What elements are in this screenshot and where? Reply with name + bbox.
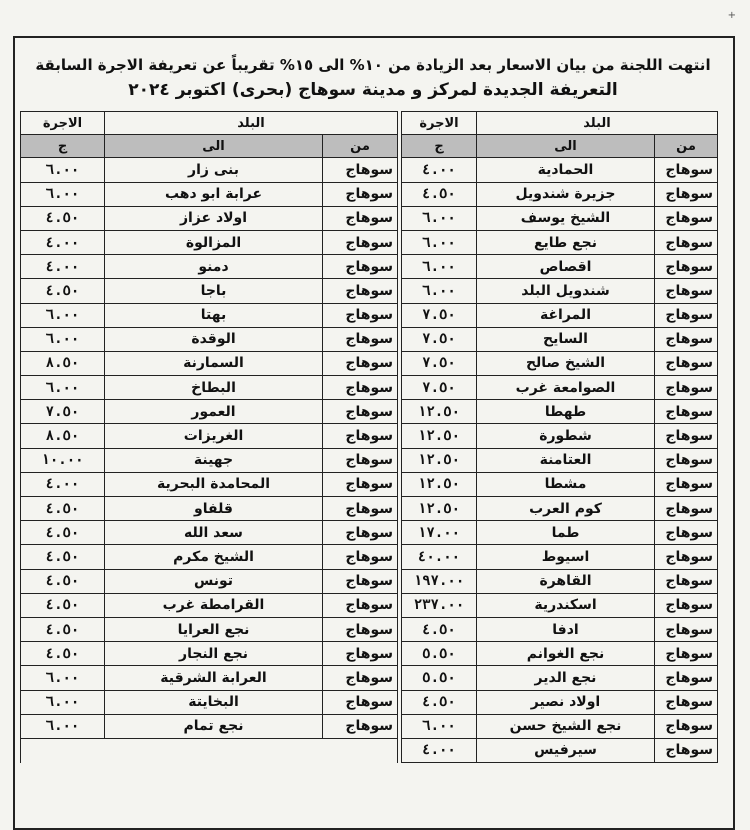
table-gap [398, 714, 402, 738]
destination-cell: قلفاو [105, 497, 323, 521]
currency-header-right: ج [402, 135, 477, 158]
table-gap [398, 521, 402, 545]
destination-cell: البخايتة [105, 690, 323, 714]
empty-cell [21, 738, 398, 762]
from-cell: سوهاج [323, 206, 398, 230]
fare-cell: ٤.٥٠ [402, 617, 477, 641]
table-row [21, 327, 718, 351]
destination-cell: اسيوط [477, 545, 655, 569]
header-row-town [21, 112, 718, 135]
table-row [21, 521, 718, 545]
destination-cell: عرابة ابو دهب [105, 182, 323, 206]
fare-cell: ٦.٠٠ [21, 376, 105, 400]
table-gap [398, 738, 402, 762]
table-gap [398, 158, 402, 182]
fare-cell: ٦.٠٠ [21, 182, 105, 206]
from-header-right: من [655, 135, 718, 158]
table-gap [398, 569, 402, 593]
table-gap [398, 472, 402, 496]
fare-cell: ١٢.٥٠ [402, 400, 477, 424]
from-cell: سوهاج [323, 714, 398, 738]
fare-cell: ١٢.٥٠ [402, 424, 477, 448]
destination-cell: الصوامعة غرب [477, 376, 655, 400]
destination-cell: جزيرة شندويل [477, 182, 655, 206]
table-row [21, 666, 718, 690]
fare-cell: ٤.٥٠ [21, 279, 105, 303]
destination-cell: دمنو [105, 255, 323, 279]
table-gap [398, 376, 402, 400]
destination-cell: القاهرة [477, 569, 655, 593]
table-row [21, 351, 718, 375]
destination-cell: باجا [105, 279, 323, 303]
from-cell: سوهاج [323, 182, 398, 206]
destination-cell: العرابة الشرقية [105, 666, 323, 690]
destination-cell: جهينة [105, 448, 323, 472]
from-cell: سوهاج [323, 400, 398, 424]
destination-cell: نجع تمام [105, 714, 323, 738]
fare-cell: ٧.٥٠ [21, 400, 105, 424]
table-row [21, 642, 718, 666]
table-row [21, 303, 718, 327]
table-gap [398, 666, 402, 690]
table-row [21, 182, 718, 206]
from-cell: سوهاج [655, 327, 718, 351]
table-row [21, 497, 718, 521]
fare-cell: ٤.٠٠ [21, 230, 105, 254]
destination-cell: نجع الغوانم [477, 642, 655, 666]
fare-cell: ٧.٥٠ [402, 327, 477, 351]
table-gap [398, 400, 402, 424]
table-row [21, 593, 718, 617]
from-cell: سوهاج [655, 642, 718, 666]
table-row [21, 714, 718, 738]
from-cell: سوهاج [655, 521, 718, 545]
destination-cell: ادفا [477, 617, 655, 641]
destination-cell: نجع طايع [477, 230, 655, 254]
from-cell: سوهاج [323, 497, 398, 521]
from-cell: سوهاج [323, 472, 398, 496]
table-row [21, 279, 718, 303]
fare-cell: ٦.٠٠ [21, 714, 105, 738]
document-heading-line2: التعريفة الجديدة لمركز و مدينة سوهاج (بحرى) اكتوبر ٢٠٢٤ [128, 80, 618, 100]
table-gap [398, 182, 402, 206]
fare-cell: ٧.٥٠ [402, 303, 477, 327]
from-cell: سوهاج [323, 642, 398, 666]
fare-header-right: الاجرة [402, 112, 477, 135]
from-cell: سوهاج [655, 424, 718, 448]
destination-cell: نجع العرايا [105, 617, 323, 641]
from-cell: سوهاج [655, 497, 718, 521]
fare-cell: ٤.٠٠ [21, 472, 105, 496]
table-row [21, 400, 718, 424]
table-gap [398, 690, 402, 714]
destination-cell: سعد الله [105, 521, 323, 545]
fare-cell: ٤.٥٠ [21, 206, 105, 230]
from-cell: سوهاج [655, 593, 718, 617]
destination-cell: اولاد نصير [477, 690, 655, 714]
town-header-left: البلد [105, 112, 398, 135]
from-cell: سوهاج [323, 666, 398, 690]
table-gap [398, 135, 402, 158]
from-cell: سوهاج [323, 593, 398, 617]
destination-cell: اقصاص [477, 255, 655, 279]
from-cell: سوهاج [323, 617, 398, 641]
from-cell: سوهاج [323, 521, 398, 545]
destination-cell: المحامدة البحرية [105, 472, 323, 496]
destination-cell: السمارنة [105, 351, 323, 375]
table-gap [398, 642, 402, 666]
destination-cell: نجع النجار [105, 642, 323, 666]
destination-cell: شندويل البلد [477, 279, 655, 303]
fare-cell: ٤.٥٠ [21, 593, 105, 617]
fare-cell: ٤.٥٠ [21, 617, 105, 641]
destination-cell: نجع الدير [477, 666, 655, 690]
destination-cell: بنى زار [105, 158, 323, 182]
from-cell: سوهاج [655, 690, 718, 714]
fare-cell: ١٩٧.٠٠ [402, 569, 477, 593]
fare-cell: ٦.٠٠ [21, 303, 105, 327]
fare-cell: ٦.٠٠ [402, 230, 477, 254]
corner-mark: + [727, 10, 736, 21]
fare-cell: ١٧.٠٠ [402, 521, 477, 545]
destination-cell: تونس [105, 569, 323, 593]
destination-cell: الغريزات [105, 424, 323, 448]
table-gap [398, 206, 402, 230]
from-cell: سوهاج [655, 279, 718, 303]
from-cell: سوهاج [323, 448, 398, 472]
destination-cell: شطورة [477, 424, 655, 448]
from-cell: سوهاج [323, 279, 398, 303]
fare-cell: ٧.٥٠ [402, 351, 477, 375]
fare-header-left: الاجرة [21, 112, 105, 135]
table-row [21, 424, 718, 448]
fare-cell: ٦.٠٠ [402, 279, 477, 303]
destination-cell: السايح [477, 327, 655, 351]
fare-cell: ٤.٠٠ [402, 738, 477, 762]
table-row [21, 206, 718, 230]
from-cell: سوهاج [655, 158, 718, 182]
from-cell: سوهاج [323, 158, 398, 182]
from-cell: سوهاج [323, 424, 398, 448]
document-heading-line1: انتهت اللجنة من بيان الاسعار بعد الزيادة من ١٠% الى ١٥% تقريباً عن تعريفة الاجرة السابقة [35, 56, 711, 74]
table-gap [398, 545, 402, 569]
destination-cell: طهطا [477, 400, 655, 424]
fare-cell: ٢٣٧.٠٠ [402, 593, 477, 617]
destination-cell: نجع الشيخ حسن [477, 714, 655, 738]
fare-cell: ٤.٥٠ [21, 569, 105, 593]
table-gap [398, 448, 402, 472]
from-cell: سوهاج [655, 206, 718, 230]
destination-cell: البطاخ [105, 376, 323, 400]
table-gap [398, 230, 402, 254]
from-cell: سوهاج [655, 182, 718, 206]
destination-cell: الشيخ يوسف [477, 206, 655, 230]
from-cell: سوهاج [655, 545, 718, 569]
fare-cell: ١٢.٥٠ [402, 448, 477, 472]
table-row [21, 230, 718, 254]
from-cell: سوهاج [655, 617, 718, 641]
from-cell: سوهاج [323, 545, 398, 569]
to-header-left: الى [105, 135, 323, 158]
fare-cell: ٧.٥٠ [402, 376, 477, 400]
table-row [21, 545, 718, 569]
fare-cell: ٥.٥٠ [402, 642, 477, 666]
destination-cell: الوقدة [105, 327, 323, 351]
from-cell: سوهاج [655, 255, 718, 279]
from-cell: سوهاج [655, 303, 718, 327]
destination-cell: الشيخ صالح [477, 351, 655, 375]
fare-cell: ٤.٥٠ [402, 182, 477, 206]
fare-cell: ٨.٥٠ [21, 424, 105, 448]
table-row [21, 690, 718, 714]
table-row [21, 158, 718, 182]
fare-cell: ٦.٠٠ [402, 206, 477, 230]
fare-cell: ٦.٠٠ [21, 690, 105, 714]
destination-cell: اولاد عزاز [105, 206, 323, 230]
table-row [21, 569, 718, 593]
from-cell: سوهاج [655, 666, 718, 690]
from-cell: سوهاج [655, 351, 718, 375]
table-row [21, 472, 718, 496]
destination-cell: الشيخ مكرم [105, 545, 323, 569]
fare-cell: ٤.٠٠ [402, 158, 477, 182]
table-gap [398, 327, 402, 351]
from-cell: سوهاج [323, 255, 398, 279]
destination-cell: اسكندرية [477, 593, 655, 617]
table-row [21, 376, 718, 400]
from-cell: سوهاج [323, 230, 398, 254]
destination-cell: كوم العرب [477, 497, 655, 521]
destination-cell: بهتا [105, 303, 323, 327]
from-cell: سوهاج [655, 376, 718, 400]
town-header-right: البلد [477, 112, 718, 135]
from-cell: سوهاج [323, 351, 398, 375]
table-gap [398, 617, 402, 641]
fare-table-body [21, 158, 718, 763]
destination-cell: طما [477, 521, 655, 545]
table-gap [398, 424, 402, 448]
from-cell: سوهاج [655, 714, 718, 738]
from-cell: سوهاج [655, 569, 718, 593]
destination-cell: المراغة [477, 303, 655, 327]
fare-cell: ٦.٠٠ [21, 158, 105, 182]
table-gap [398, 255, 402, 279]
fare-cell: ٤.٥٠ [21, 545, 105, 569]
fare-cell: ٥.٥٠ [402, 666, 477, 690]
from-cell: سوهاج [655, 448, 718, 472]
from-cell: سوهاج [323, 376, 398, 400]
from-header-left: من [323, 135, 398, 158]
currency-header-left: ج [21, 135, 105, 158]
from-cell: سوهاج [323, 327, 398, 351]
fare-cell: ١٠.٠٠ [21, 448, 105, 472]
fare-cell: ٦.٠٠ [21, 666, 105, 690]
table-gap [398, 497, 402, 521]
table-gap [398, 279, 402, 303]
destination-cell: العمور [105, 400, 323, 424]
fare-cell: ٤.٥٠ [21, 521, 105, 545]
fare-cell: ٤.٥٠ [21, 642, 105, 666]
destination-cell: الحمادية [477, 158, 655, 182]
table-row [21, 448, 718, 472]
fare-cell: ٦.٠٠ [402, 714, 477, 738]
fare-cell: ٤.٥٠ [402, 690, 477, 714]
from-cell: سوهاج [655, 472, 718, 496]
table-gap [398, 351, 402, 375]
table-gap [398, 303, 402, 327]
fare-cell: ٦.٠٠ [402, 255, 477, 279]
fare-cell: ٤٠.٠٠ [402, 545, 477, 569]
to-header-right: الى [477, 135, 655, 158]
destination-cell: مشطا [477, 472, 655, 496]
from-cell: سوهاج [323, 303, 398, 327]
fare-cell: ١٢.٥٠ [402, 472, 477, 496]
from-cell: سوهاج [323, 690, 398, 714]
table-gap [398, 593, 402, 617]
from-cell: سوهاج [655, 400, 718, 424]
table-row [21, 255, 718, 279]
table-gap [398, 112, 402, 135]
fare-table [20, 111, 718, 763]
from-cell: سوهاج [655, 230, 718, 254]
fare-cell: ٦.٠٠ [21, 327, 105, 351]
destination-cell: المزالوة [105, 230, 323, 254]
fare-cell: ٤.٠٠ [21, 255, 105, 279]
destination-cell: سيرفيس [477, 738, 655, 762]
table-row [21, 617, 718, 641]
fare-cell: ١٢.٥٠ [402, 497, 477, 521]
header-row-sub [21, 135, 718, 158]
from-cell: سوهاج [655, 738, 718, 762]
destination-cell: القرامطة غرب [105, 593, 323, 617]
fare-cell: ٤.٥٠ [21, 497, 105, 521]
table-row [21, 738, 718, 762]
fare-cell: ٨.٥٠ [21, 351, 105, 375]
destination-cell: العتامنة [477, 448, 655, 472]
from-cell: سوهاج [323, 569, 398, 593]
